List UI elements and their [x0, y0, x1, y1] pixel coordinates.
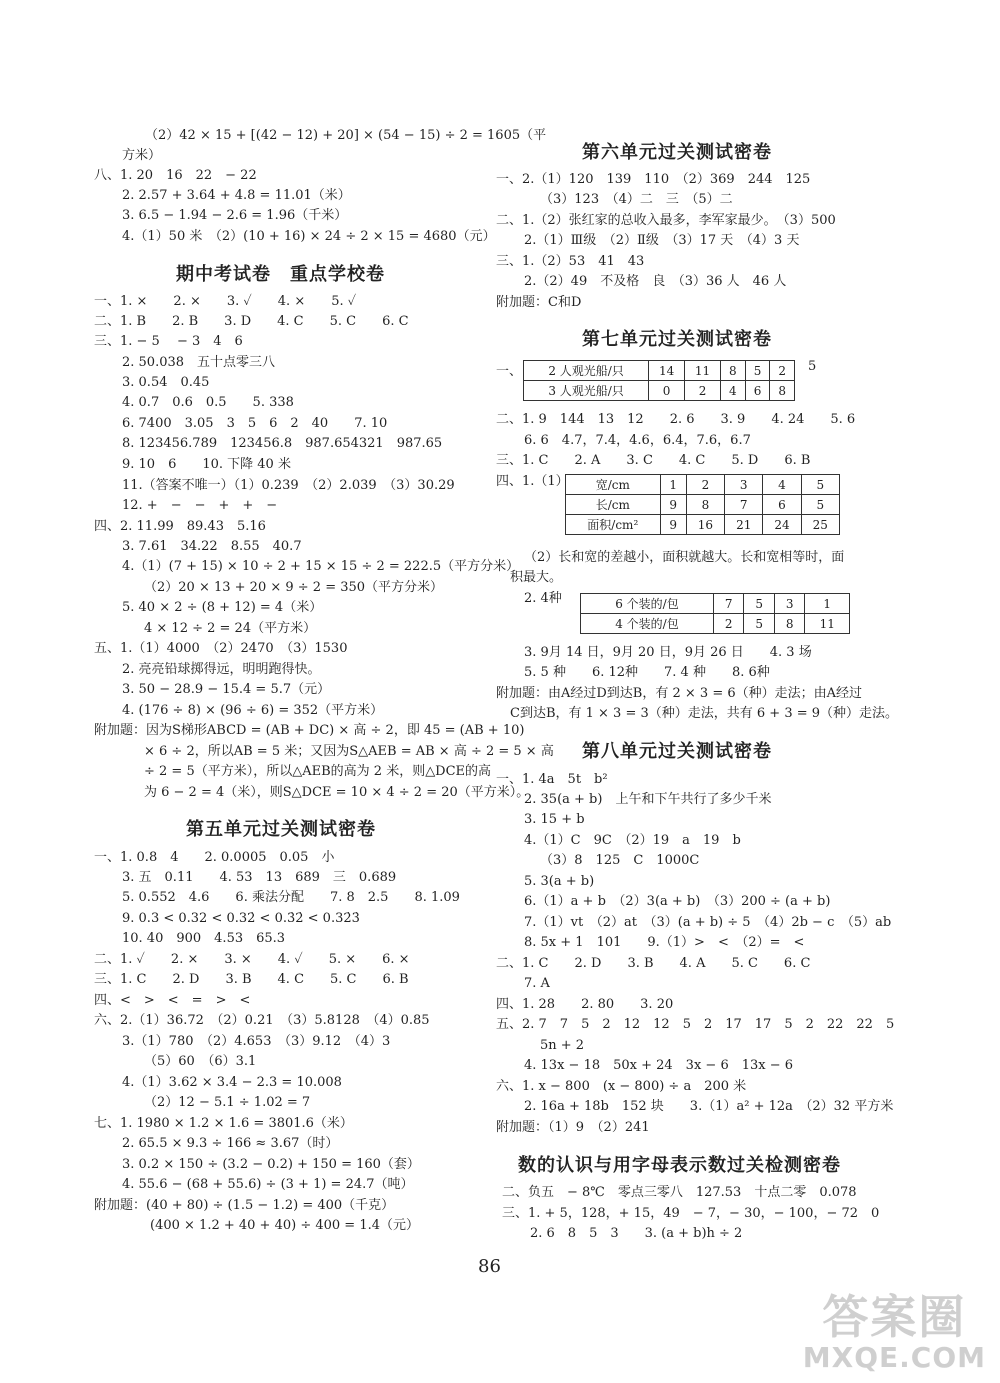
- answer-line: 11.（答案不唯一）（1）0.239 （2）2.039 （3）30.29: [122, 478, 455, 493]
- table-cell: 21: [725, 515, 763, 535]
- answer-line: 2. 亮亮铅球掷得远，明明跑得快。: [122, 662, 321, 677]
- row-header-cell: 宽/cm: [566, 475, 661, 495]
- table-cell: 7: [725, 495, 763, 515]
- table-cell: 2: [685, 381, 721, 401]
- answer-line: 三、1.（2）53 41 43: [496, 254, 645, 269]
- answer-line: 5: [808, 359, 817, 374]
- answer-line: 2.（2）49 不及格 良 （3）36 人 46 人: [524, 274, 787, 289]
- answer-line: 9. 0.3 < 0.32 < 0.32̇ < 0.3̇2̇ < 0.32̇3̇: [122, 911, 360, 926]
- table-cell: 8: [774, 614, 805, 634]
- answer-line: 四、< > < = > <: [94, 993, 251, 1008]
- answer-line: 4.（1）3.62 × 3.4 − 2.3 = 10.008: [122, 1075, 342, 1090]
- table-cell: 2: [686, 475, 724, 495]
- table-cell: 9: [660, 495, 686, 515]
- answer-line: 三、1. C 2. D 3. B 4. C 5. C 6. B: [94, 972, 409, 987]
- answer-line: × 6 ÷ 2，所以AB = 5 米；又因为S△AEB = AB × 高 ÷ 2 = 5 × 高: [144, 744, 554, 759]
- table-cell: 14: [649, 361, 685, 381]
- answer-line: 3. 0.2 × 150 ÷ (3.2 − 0.2) + 150 = 160（套）: [122, 1157, 420, 1172]
- answer-line: 一、: [496, 364, 523, 379]
- answer-line: 三、1. C 2. A 3. C 4. C 5. D 6. B: [496, 453, 811, 468]
- answer-line: 二、1. B 2. B 3. D 4. C 5. C 6. C: [94, 314, 409, 329]
- table-cell: 11: [685, 361, 721, 381]
- table-cell: 25: [801, 515, 839, 535]
- answer-line: （2）长和宽的差越小，面积就越大。长和宽相等时，面: [524, 550, 845, 565]
- table-cell: 3: [725, 475, 763, 495]
- table-cell: 5: [745, 361, 770, 381]
- answer-line: 4. 0.7 0.6 0.5 5. 338: [122, 395, 294, 410]
- answer-line: 二、1. 9 144 13 12 2. 6 3. 9 4. 24 5. 6: [496, 412, 856, 427]
- answer-line: 二、1. C 2. D 3. B 4. A 5. C 6. C: [496, 956, 811, 971]
- answer-line: 7.（1）vt （2）at （3）(a + b) ÷ 5 （4）2b − c （5）ab: [524, 915, 892, 930]
- answer-line: 方米）: [122, 148, 162, 163]
- answer-line: 六、1. x − 800 (x − 800) ÷ a 200 米: [496, 1079, 747, 1094]
- answer-line: 五、1.（1）4000 （2）2470 （3）1530: [94, 641, 348, 656]
- table-cell: 24: [763, 515, 801, 535]
- answer-line: （3）8 125 C 1000C: [540, 853, 700, 868]
- answer-line: 5. 5 种 6. 12种 7. 4 种 8. 6种: [524, 665, 770, 680]
- table-cell: 5: [744, 594, 775, 614]
- table-cell: 1: [660, 475, 686, 495]
- answer-line: 四、1.（1）: [496, 474, 569, 489]
- table-row: [524, 361, 795, 381]
- answer-line: 10. 40 900 4.53 65.3: [122, 931, 286, 946]
- answer-line: 5n + 2: [540, 1038, 585, 1053]
- table-cell: 4: [721, 381, 746, 401]
- answer-line: 四、1. 28 2. 80 3. 20: [496, 997, 674, 1012]
- answer-line: ÷ 2 = 5（平方米），所以△AEB的高为 2 米，则△DCE的高: [144, 764, 492, 779]
- answer-line: 5. 0.552 4.6 6. 乘法分配 7. 8 2.5 8. 1.09: [122, 890, 460, 905]
- table-cell: 8: [721, 361, 746, 381]
- table-cell: 16: [686, 515, 724, 535]
- answer-line: 4.（1）50 米 （2）(10 + 16) × 24 ÷ 2 × 15 = 4680（元）: [122, 229, 496, 244]
- table-cell: 5: [744, 614, 775, 634]
- answer-line: 4. 13x − 18 50x + 24 3x − 6 13x − 6: [524, 1058, 794, 1073]
- watermark: [803, 1291, 986, 1373]
- answer-line: 3. 15 + b: [524, 812, 585, 827]
- answer-line: （2）42 × 15 + [(42 − 12) + 20] × (54 − 15) ÷ 2 = 1605（平: [145, 128, 547, 143]
- answer-line: 5. 40 × 2 ÷ (8 + 12) = 4（米）: [122, 600, 323, 615]
- row-header-cell: 4 个装的/包: [581, 614, 714, 634]
- answer-line: 6. 6 4.7，7.4，4.6，6.4，7.6，6.7: [524, 433, 751, 448]
- answer-line: 七、1. 1980 × 1.2 × 1.6 = 3801.6（米）: [94, 1116, 353, 1131]
- watermark-url: MXQE.COM: [802, 1341, 986, 1374]
- answer-line: C到达B，有 1 × 3 = 3（种）走法，共有 6 + 3 = 9（种）走法。: [510, 706, 899, 721]
- answer-line: 3. 9月 14 日，9月 20 日，9月 26 日 4. 3 场: [524, 645, 812, 660]
- answer-line: 积最大。: [510, 570, 563, 585]
- answer-line: 附加题：由A经过D到达B，有 2 × 3 = 6（种）走法；由A经过: [496, 686, 863, 701]
- answer-line: 三、1. + 5，128，+ 15，49 − 7，− 30，− 100，− 72 0: [502, 1206, 880, 1221]
- answer-line: 6.（1）a + b （2）3(a + b) （3）200 ÷ (a + b): [524, 894, 831, 909]
- answer-line: 2. 6 8 5 3 3. (a + b)h ÷ 2: [530, 1226, 743, 1241]
- answer-line: 4.（1）(7 + 15) × 10 ÷ 2 + 15 × 15 ÷ 2 = 222.5（平方分米）: [122, 559, 520, 574]
- answer-line: 二、1.（2）张红家的总收入最多，李军家最少。 （3）500: [496, 213, 836, 228]
- table-row: [566, 475, 840, 495]
- answer-line: （5）60 （6）3.1: [144, 1054, 257, 1069]
- answer-line: 六、2.（1）36.72 （2）0.21 （3）5.8128 （4）0.85: [94, 1013, 430, 1028]
- table-row: [581, 614, 850, 634]
- answer-line: 2. 65.5 × 9.3 ÷ 166 ≈ 3.67（时）: [122, 1136, 339, 1151]
- answer-line: 2. 50.038 五十点零三八: [122, 355, 276, 370]
- table-cell: 3: [774, 594, 805, 614]
- answer-line: 6. 7400 3.05 3 5 6 2 40 7. 10: [122, 416, 388, 431]
- row-header-cell: 长/cm: [566, 495, 661, 515]
- answer-line: 五、2. 7 7 5 2 12 12 5 2 17 17 5 2 22 22 5: [496, 1017, 895, 1032]
- boats-table: [523, 360, 795, 401]
- answer-line: 八、1. 20 16 22 − 22: [94, 168, 257, 183]
- answer-line: 附加题：(40 + 80) ÷ (1.5 − 1.2) = 400（千克）: [94, 1198, 395, 1213]
- watermark-logo-text: 答案圈: [822, 1290, 967, 1344]
- answer-line: 附加题：因为S梯形ABCD = (AB + DC) × 高 ÷ 2，即 45 = (AB + 10): [94, 723, 525, 738]
- answer-line: 3. 50 − 28.9 − 15.4 = 5.7（元）: [122, 682, 331, 697]
- answer-line: 一、1. 4a 5t b²: [496, 772, 608, 787]
- answer-line: 3.（1）780 （2）4.653 （3）9.12 （4）3: [122, 1034, 391, 1049]
- answer-line: 附加题：C和D: [496, 295, 582, 310]
- table-row: [524, 381, 795, 401]
- answer-line: 2. 35(a + b) 上午和下午共行了多少千米: [524, 792, 772, 807]
- answer-line: 12. + − − + + −: [122, 498, 278, 513]
- answer-line: (400 × 1.2 + 40 + 40) ÷ 400 = 1.4（元）: [150, 1218, 419, 1233]
- table-cell: 4: [763, 475, 801, 495]
- answer-line: 为 6 − 2 = 4（米），则S△DCE = 10 × 4 ÷ 2 = 20（平方米）。: [144, 785, 530, 800]
- table-row: [581, 594, 850, 614]
- answer-line: 4.（1）C 9C （2）19 a 19 b: [524, 833, 741, 848]
- section-heading: 第五单元过关测试密卷: [186, 819, 376, 840]
- section-heading: 数的认识与用字母表示数过关检测密卷: [518, 1155, 841, 1176]
- answer-line: 4. (176 ÷ 8) × (96 ÷ 6) = 352（平方米）: [122, 703, 384, 718]
- answer-line: 三、1. − 5 − 3 4 6: [94, 334, 243, 349]
- answer-line: 3. 0.54 0.45: [122, 375, 210, 390]
- answer-line: 8. 123456.789 123456.8 987.654321 987.65: [122, 436, 443, 451]
- answer-line: 5. 3(a + b): [524, 874, 595, 889]
- answer-line: 一、2.（1）120 139 110 （2）369 244 125: [496, 172, 811, 187]
- answer-line: 9. 10 6 10. 下降 40 米: [122, 457, 291, 472]
- table-cell: 0: [649, 381, 685, 401]
- answer-line: 3. 6.5 − 1.94 − 2.6 = 1.96（千米）: [122, 208, 348, 223]
- answer-line: 2. 16a + 18b 152 块 3.（1）a² + 12a （2）32 平方米: [524, 1099, 894, 1114]
- answer-line: （3）123 （4）二 三 （5）二: [540, 192, 733, 207]
- answer-line: 附加题：（1）9 （2）241: [496, 1120, 650, 1135]
- table-cell: 5: [801, 475, 839, 495]
- row-header-cell: 3 人观光船/只: [524, 381, 649, 401]
- table-cell: 5: [801, 495, 839, 515]
- answer-line: 8. 5x + 1 101 9.（1）> < （2）= <: [524, 935, 805, 950]
- table-cell: 2: [713, 614, 744, 634]
- rect-table: [565, 474, 840, 535]
- answer-line: 2.（1）Ⅲ级 （2）Ⅱ级 （3）17 天 （4）3 天: [524, 233, 800, 248]
- section-heading: 第七单元过关测试密卷: [582, 329, 772, 350]
- packs-table: [580, 593, 850, 634]
- answer-line: 二、1. ✓ 2. × 3. × 4. ✓ 5. × 6. ×: [94, 952, 410, 967]
- answer-line: （2）12 − 5.1 ÷ 1.02 = 7: [144, 1095, 311, 1110]
- table-cell: 2: [770, 361, 795, 381]
- answer-line: （2）20 × 13 + 20 × 9 ÷ 2 = 350（平方分米）: [144, 580, 444, 595]
- section-heading: 期中考试卷 重点学校卷: [176, 264, 385, 285]
- table-cell: 11: [805, 614, 850, 634]
- table-cell: 8: [686, 495, 724, 515]
- row-header-cell: 2 人观光船/只: [524, 361, 649, 381]
- answer-line: 3. 7.61 34.22 8.55 40.7: [122, 539, 302, 554]
- answer-line: 4 × 12 ÷ 2 = 24（平方米）: [144, 621, 317, 636]
- answer-line: 一、1. 0.8 4 2. 0.0005 0.05 小: [94, 850, 335, 865]
- section-heading: 第八单元过关测试密卷: [582, 741, 772, 762]
- answer-line: 2. 4种: [524, 591, 562, 606]
- table-cell: 7: [713, 594, 744, 614]
- row-header-cell: 面积/cm²: [566, 515, 661, 535]
- table-row: [566, 495, 840, 515]
- answer-line: 4. 55.6 − (68 + 55.6) ÷ (3 + 1) = 24.7（吨）: [122, 1177, 414, 1192]
- row-header-cell: 6 个装的/包: [581, 594, 714, 614]
- table-row: [566, 515, 840, 535]
- table-cell: 9: [660, 515, 686, 535]
- table-cell: 8: [770, 381, 795, 401]
- section-heading: 第六单元过关测试密卷: [582, 142, 772, 163]
- answer-line: 7. A: [524, 976, 550, 991]
- table-cell: 1: [805, 594, 850, 614]
- answer-line: 2. 2.57 + 3.64 + 4.8 = 11.01（米）: [122, 188, 351, 203]
- answer-line: 二、负五 − 8℃ 零点三零八 127.53 十点二零 0.078: [502, 1185, 857, 1200]
- table-cell: 6: [763, 495, 801, 515]
- table-cell: 6: [745, 381, 770, 401]
- answer-line: 一、1. × 2. × 3. ✓ 4. × 5. ✓: [94, 294, 357, 309]
- answer-line: 四、2. 11.99 89.43 5.16: [94, 519, 266, 534]
- page-number: 86: [478, 1256, 501, 1277]
- answer-line: 3. 五 0.11 4. 53 13 689 三 0.689: [122, 870, 397, 885]
